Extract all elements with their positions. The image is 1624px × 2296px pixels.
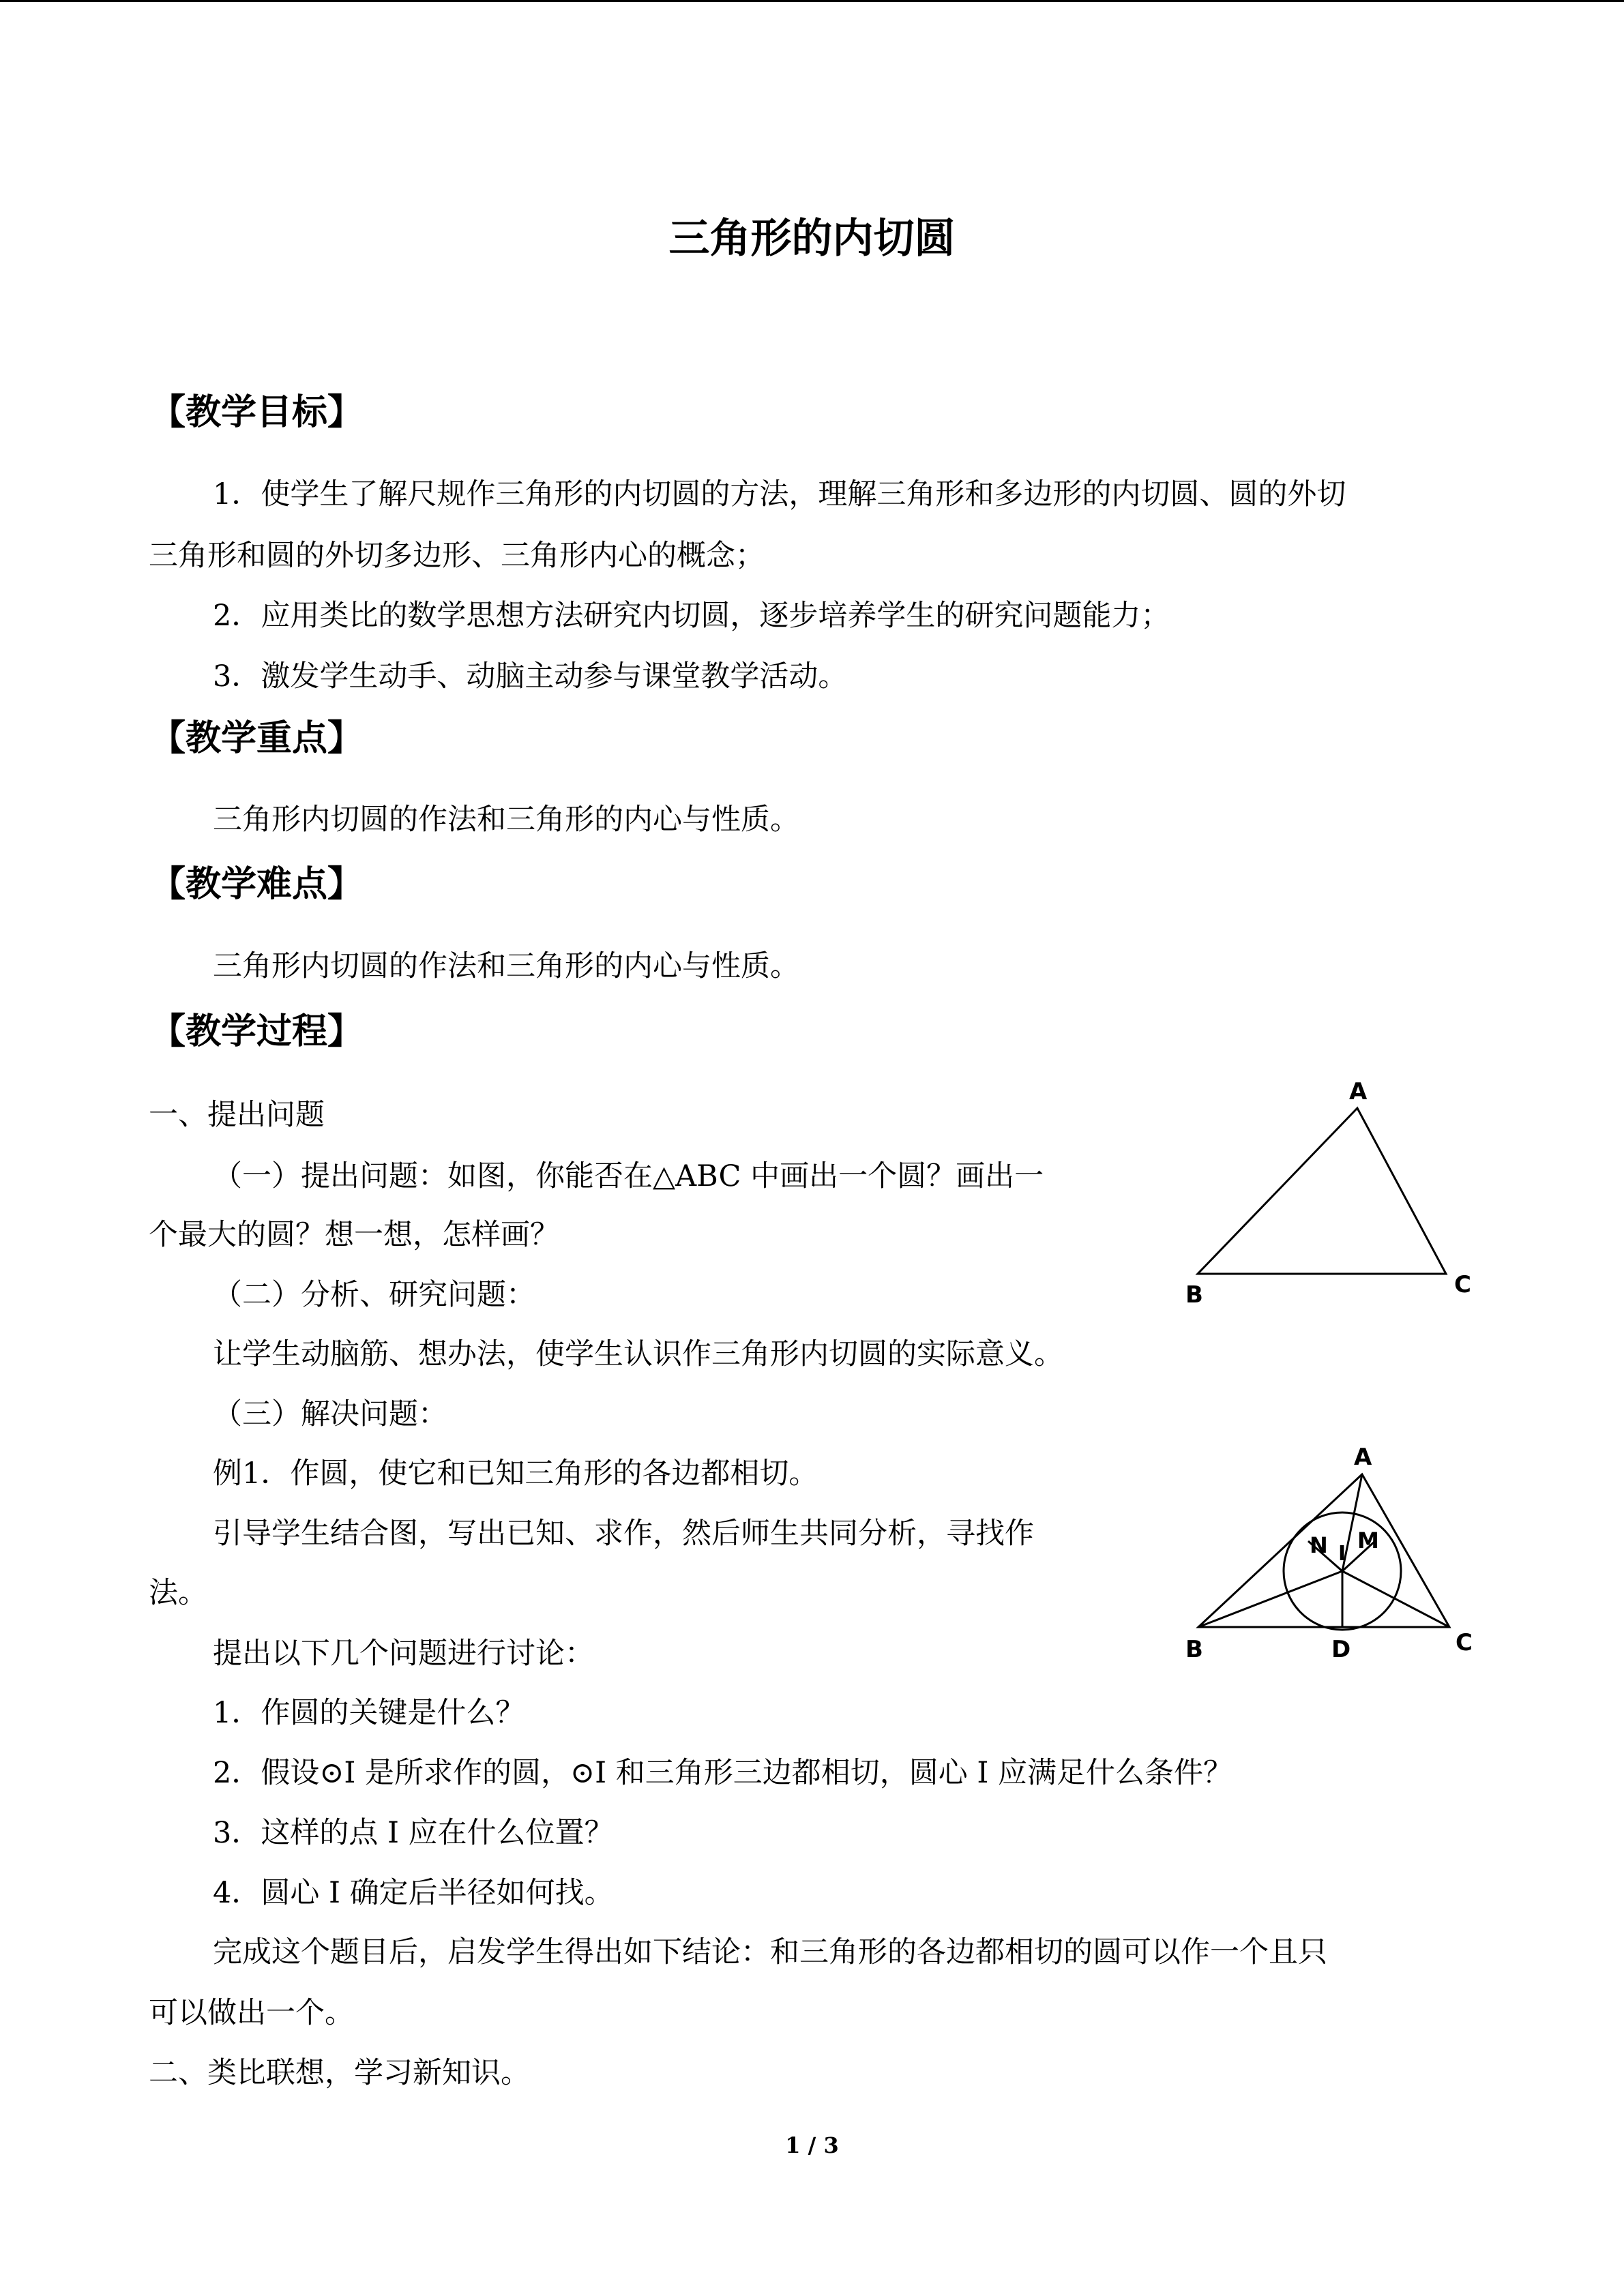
discussion-question-4: 4．圆心 I 确定后半径如何找。 bbox=[213, 1876, 614, 1910]
discuss-intro: 提出以下几个问题进行讨论： bbox=[213, 1637, 594, 1671]
key-points-text: 三角形内切圆的作法和三角形的内心与性质。 bbox=[213, 803, 799, 837]
part1-title: 一、提出问题 bbox=[149, 1098, 325, 1132]
tangent-label-d: D bbox=[1331, 1636, 1351, 1663]
tangent-label-m: M bbox=[1357, 1527, 1379, 1553]
vertex-label-a: A bbox=[1349, 1078, 1368, 1105]
center-label-i: I bbox=[1338, 1542, 1346, 1566]
vertex-label-c: C bbox=[1454, 1271, 1471, 1298]
objective-line-1: 1．使学生了解尺规作三角形的内切圆的方法，理解三角形和多边形的内切圆、圆的外切 bbox=[213, 477, 1346, 511]
example-1: 例1．作圆，使它和已知三角形的各边都相切。 bbox=[213, 1457, 818, 1491]
page-title: 三角形的内切圆 bbox=[668, 215, 956, 263]
conclusion-line-1: 完成这个题目后，启发学生得出如下结论：和三角形的各边都相切的圆可以作一个且只 bbox=[213, 1935, 1327, 1969]
question2-text: 让学生动脑筋、想办法，使学生认识作三角形内切圆的实际意义。 bbox=[213, 1337, 1063, 1371]
question2-heading: （二）分析、研究问题： bbox=[213, 1278, 535, 1312]
difficulties-heading: 【教学难点】 bbox=[150, 864, 364, 905]
process-heading: 【教学过程】 bbox=[150, 1011, 364, 1052]
guide-line-2: 法。 bbox=[149, 1576, 207, 1610]
page-number: 1 / 3 bbox=[785, 2132, 839, 2158]
key-points-heading: 【教学重点】 bbox=[150, 718, 364, 759]
vertex-label-b: B bbox=[1185, 1636, 1203, 1663]
objectives-heading: 【教学目标】 bbox=[150, 392, 364, 433]
discussion-question-3: 3．这样的点 I 应在什么位置？ bbox=[213, 1816, 614, 1850]
objective-line-4: 3．激发学生动手、动脑主动参与课堂教学活动。 bbox=[213, 659, 848, 694]
tangent-label-n: N bbox=[1310, 1532, 1328, 1558]
question3-heading: （三）解决问题： bbox=[213, 1397, 447, 1431]
discussion-question-1: 1．作圆的关键是什么？ bbox=[213, 1696, 525, 1730]
vertex-label-c: C bbox=[1456, 1629, 1473, 1656]
triangle-abc-diagram bbox=[1173, 1071, 1487, 1316]
top-border-line bbox=[0, 0, 1624, 2]
objective-line-3: 2．应用类比的数学思想方法研究内切圆，逐步培养学生的研究问题能力； bbox=[213, 599, 1170, 633]
question1-line-1: （一）提出问题：如图，你能否在△ABC 中画出一个圆？画出一 bbox=[213, 1159, 1044, 1193]
triangle-abc-outline bbox=[1198, 1108, 1446, 1274]
incircle-diagram bbox=[1173, 1432, 1487, 1678]
incircle-figure bbox=[1173, 1432, 1487, 1678]
bisector-b bbox=[1198, 1571, 1342, 1627]
vertex-label-a: A bbox=[1354, 1444, 1372, 1471]
question1-line-2: 个最大的圆？想一想，怎样画？ bbox=[149, 1218, 559, 1252]
objective-line-2: 三角形和圆的外切多边形、三角形内心的概念； bbox=[149, 539, 765, 573]
conclusion-line-2: 可以做出一个。 bbox=[149, 1996, 354, 2030]
difficulties-text: 三角形内切圆的作法和三角形的内心与性质。 bbox=[213, 949, 799, 983]
guide-line-1: 引导学生结合图，写出已知、求作，然后师生共同分析，寻找作 bbox=[213, 1517, 1034, 1551]
discussion-question-2: 2．假设⊙I 是所求作的圆，⊙I 和三角形三边都相切，圆心 I 应满足什么条件？ bbox=[213, 1756, 1233, 1790]
triangle-abc-figure bbox=[1173, 1071, 1487, 1316]
part2-title: 二、类比联想，学习新知识。 bbox=[149, 2056, 530, 2090]
vertex-label-b: B bbox=[1185, 1281, 1203, 1309]
